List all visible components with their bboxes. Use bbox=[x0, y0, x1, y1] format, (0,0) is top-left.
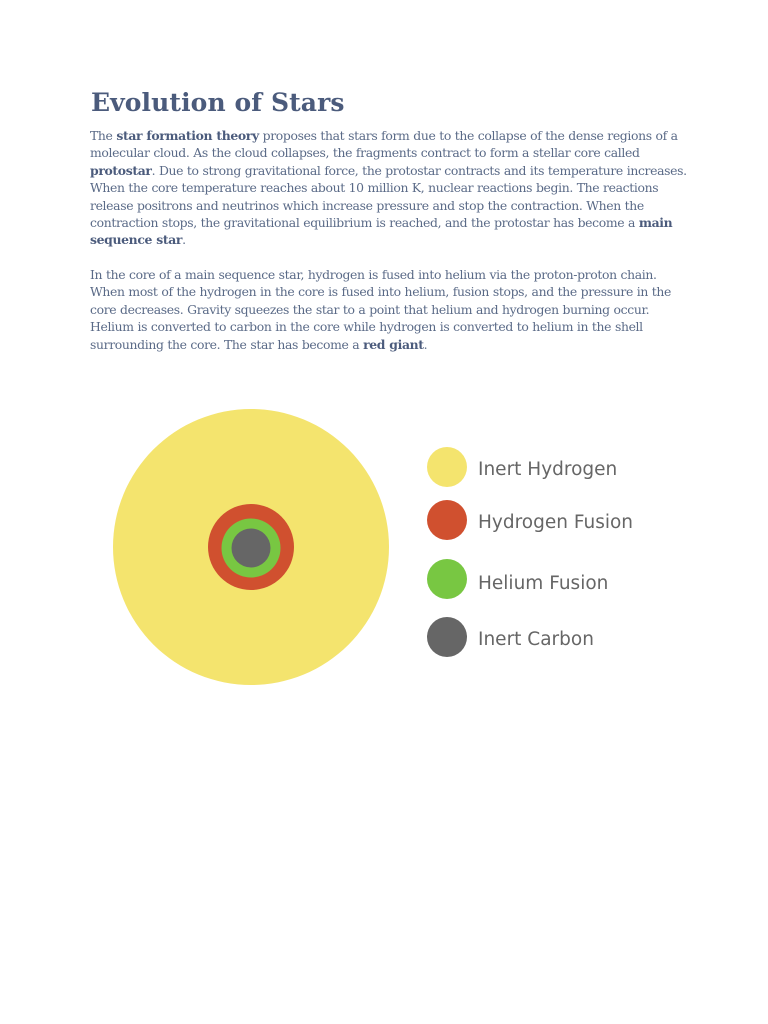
paragraph-text: In the core of a main sequence star, hydrogen is fused into helium via the proton-proton chain. When most of the hydrogen in the core is fused into helium, fusion stops, and the pressure in the core decreases. Gravity squeezes the star to a point that helium and hydrogen burning occur. Helium is converted to carbon in the core while hydrogen is converted to helium in the shell surrounding the core. The star has become a bbox=[90, 267, 672, 352]
hydrogen-fusion-layer bbox=[208, 504, 294, 590]
legend-swatch bbox=[427, 447, 467, 487]
inert-hydrogen-layer bbox=[113, 409, 389, 685]
paragraph-text: . bbox=[182, 232, 186, 248]
star-layers bbox=[113, 409, 389, 685]
legend-label: Helium Fusion bbox=[478, 573, 609, 594]
paragraph-text: The bbox=[90, 128, 117, 143]
paragraph-star-formation bbox=[90, 127, 690, 249]
page-title: Evolution of Stars bbox=[91, 88, 345, 117]
paragraph-text: proposes that stars form due to the collapse of the dense regions of a molecular cloud. As the cloud collapses, the fragments contract to form a stellar core called bbox=[90, 128, 678, 161]
bold-term-red-giant: red giant bbox=[363, 336, 424, 352]
paragraph-text: . Due to strong gravitational force, the protostar contracts and its temperature increases. When the core temperature reaches about 10 million K, nuclear reactions begin. The reactions release positrons and neutrinos which increase pressure and stop the contraction. When the contraction stops, the gravitational equilibrium is reached, and the protostar has become a bbox=[90, 162, 687, 231]
legend-label: Hydrogen Fusion bbox=[478, 512, 634, 533]
legend-item-inert-hydrogen bbox=[427, 447, 617, 487]
paragraph-red-giant bbox=[90, 266, 690, 353]
inert-carbon-core bbox=[232, 529, 271, 568]
bold-term-main-sequence-star: main sequence star bbox=[90, 215, 673, 248]
legend-label: Inert Hydrogen bbox=[478, 459, 618, 480]
bold-term-star-formation-theory: star formation theory bbox=[116, 128, 259, 143]
legend-swatch bbox=[427, 559, 467, 599]
legend-item-helium-fusion bbox=[427, 559, 608, 599]
paragraph-text: . bbox=[423, 336, 428, 352]
legend-label: Inert Carbon bbox=[478, 629, 594, 650]
legend-swatch bbox=[427, 617, 467, 657]
legend-item-hydrogen-fusion bbox=[427, 500, 633, 540]
legend-item-inert-carbon bbox=[427, 617, 594, 657]
legend bbox=[427, 447, 633, 657]
legend-swatch bbox=[427, 500, 467, 540]
bold-term-protostar: protostar bbox=[90, 162, 152, 178]
helium-fusion-layer bbox=[222, 519, 281, 578]
